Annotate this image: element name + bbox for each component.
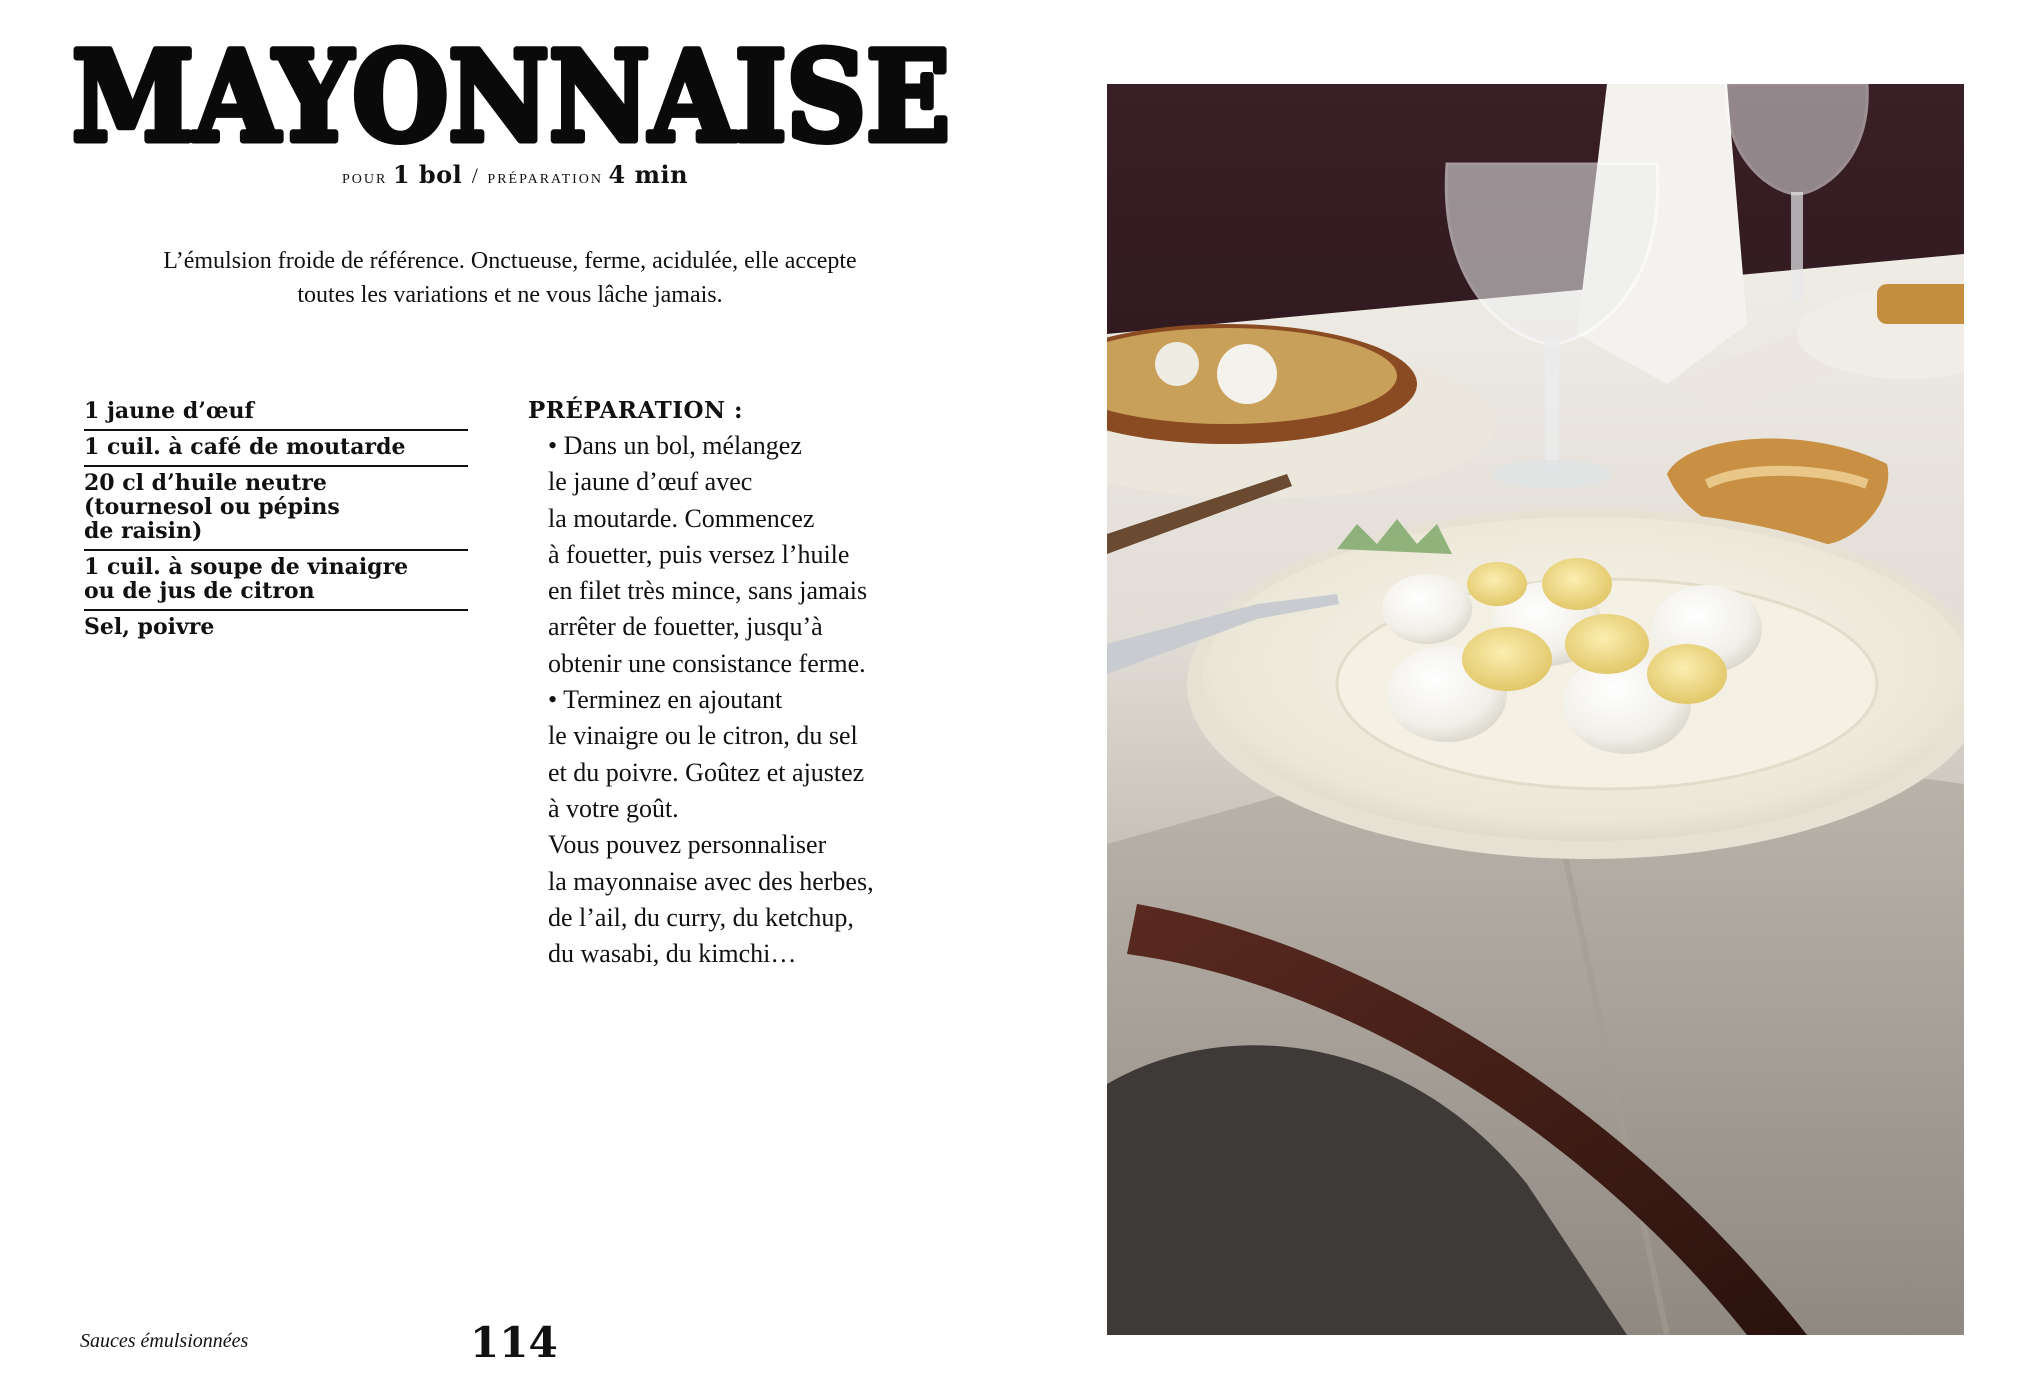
recipe-title bbox=[72, 22, 952, 162]
ingredient-list bbox=[84, 393, 468, 645]
preparation-heading: PRÉPARATION : bbox=[528, 397, 744, 424]
ingredient-item: 1 jaune d’œuf bbox=[84, 393, 468, 431]
serves-value: 1 bol bbox=[392, 160, 463, 189]
ingredient-item: 20 cl d’huile neutre (tournesol ou pépins de raisin) bbox=[84, 467, 468, 551]
section-title: Sauces émulsionnées bbox=[80, 1330, 249, 1352]
preparation-text: • Dans un bol, mélangez le jaune d’œuf avec la moutarde. Commencez à fouetter, puis versez l’huile en filet très mince, sans jamais arrêter de fouetter, jusqu’à obtenir une consistance ferme. • Terminez en ajoutant le vinaigre ou le citron, du sel et du poivre. Goûtez et ajustez à votre goût. Vous pouvez personnaliser la mayonnaise avec des herbes, de l’ail, du curry, du ketchup, du wasabi, du kimchi… bbox=[548, 431, 874, 969]
recipe-intro: L’émulsion froide de référence. Onctueuse, ferme, acidulée, elle accepte toutes les variations et ne vous lâche jamais. bbox=[163, 248, 857, 308]
ingredient-item: 1 cuil. à café de moutarde bbox=[84, 431, 468, 467]
prep-time-value: 4 min bbox=[608, 160, 689, 189]
recipe-meta bbox=[0, 160, 1030, 189]
dish-photo bbox=[1107, 84, 1964, 1335]
ingredient-item: 1 cuil. à soupe de vinaigre ou de jus de citron bbox=[84, 551, 468, 611]
ingredient-item: Sel, poivre bbox=[84, 614, 215, 640]
page-number: 114 bbox=[470, 1318, 558, 1367]
preparation-section bbox=[528, 394, 968, 972]
meta-separator: / bbox=[471, 163, 478, 188]
prep-time-label: PRÉPARATION bbox=[487, 172, 604, 187]
serves-label: POUR bbox=[341, 172, 388, 187]
recipe-title-text: MAYONNAISE bbox=[72, 25, 950, 162]
